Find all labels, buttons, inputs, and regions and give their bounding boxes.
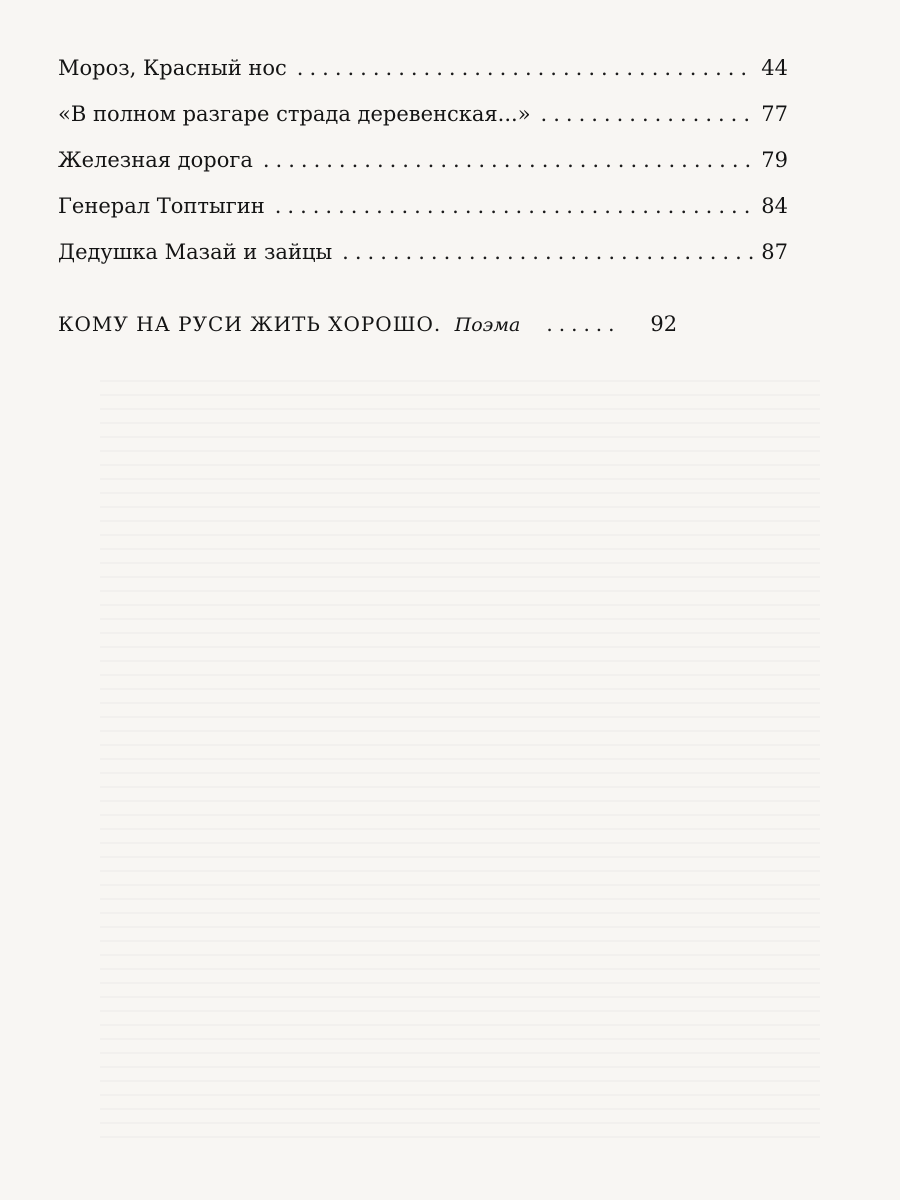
- toc-leader-dots: [297, 58, 755, 79]
- toc-entry[interactable]: [58, 150, 788, 196]
- section-gap: [58, 288, 788, 314]
- toc-entry[interactable]: [58, 104, 788, 150]
- toc-entry-title: «В полном разгаре страда деревенская...»: [58, 102, 531, 126]
- toc-entry[interactable]: [58, 196, 788, 242]
- toc-entry-title: Дедушка Мазай и зайцы: [58, 240, 333, 264]
- table-of-contents: [58, 58, 788, 360]
- toc-major-title: КОМУ НА РУСИ ЖИТЬ ХОРОШО.: [58, 312, 442, 336]
- toc-major-entry[interactable]: [58, 314, 788, 360]
- toc-leader-dots: [546, 314, 638, 334]
- toc-major-title-group: [58, 314, 520, 335]
- toc-entry-page: 84: [761, 194, 788, 218]
- toc-entry-title: Железная дорога: [58, 148, 253, 172]
- toc-entry-title: Мороз, Красный нос: [58, 56, 287, 80]
- toc-leader-dots: [263, 150, 755, 171]
- toc-entry-page: 87: [761, 240, 788, 264]
- toc-leader-dots: [275, 196, 756, 217]
- show-through-text: [100, 380, 820, 1140]
- toc-entry-title: Генерал Топтыгин: [58, 194, 265, 218]
- toc-entry-page: 79: [761, 148, 788, 172]
- toc-leader-dots: [342, 242, 755, 263]
- toc-entry-page: 44: [761, 56, 788, 80]
- toc-leader-dots: [541, 104, 756, 125]
- toc-major-page: 92: [650, 312, 678, 336]
- toc-entry-page: 77: [761, 102, 788, 126]
- toc-entry[interactable]: [58, 242, 788, 288]
- toc-entry[interactable]: [58, 58, 788, 104]
- toc-major-subtitle: Поэма: [454, 314, 521, 336]
